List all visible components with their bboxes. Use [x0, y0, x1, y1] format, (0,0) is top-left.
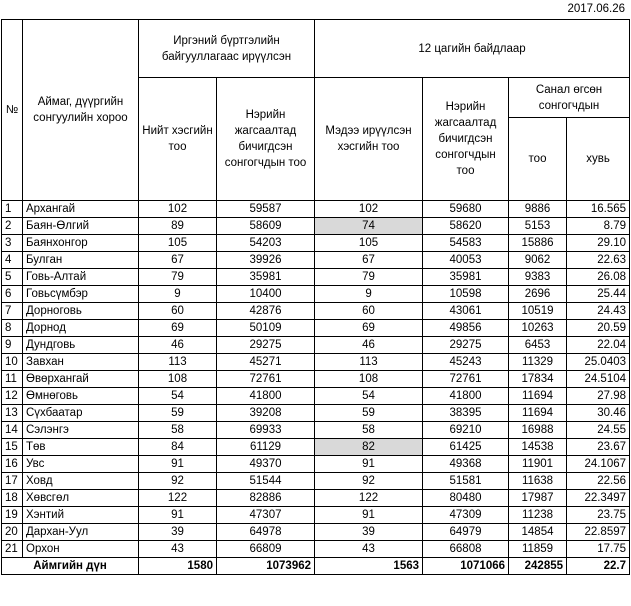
row-name: Дундговь — [23, 337, 139, 354]
report-date: 2017.06.26 — [567, 3, 625, 15]
row-name: Төв — [23, 439, 139, 456]
row-no: 2 — [2, 218, 23, 235]
row-sections: 113 — [139, 354, 217, 371]
row-name: Сүхбаатар — [23, 405, 139, 422]
row-voters-12h: 43061 — [423, 303, 509, 320]
row-voters: 59587 — [217, 201, 315, 218]
row-sections: 69 — [139, 320, 217, 337]
row-no: 20 — [2, 524, 23, 541]
row-reported: 82 — [315, 439, 423, 456]
row-voters: 50109 — [217, 320, 315, 337]
row-voters: 42876 — [217, 303, 315, 320]
row-pct: 29.10 — [567, 235, 630, 252]
row-pct: 25.44 — [567, 286, 630, 303]
row-name: Дорнод — [23, 320, 139, 337]
row-sections: 91 — [139, 507, 217, 524]
row-sections: 91 — [139, 456, 217, 473]
row-pct: 27.98 — [567, 388, 630, 405]
table-row — [2, 490, 630, 507]
row-voters: 61129 — [217, 439, 315, 456]
row-no: 21 — [2, 541, 23, 558]
row-name: Дорноговь — [23, 303, 139, 320]
row-no: 15 — [2, 439, 23, 456]
row-reported: 46 — [315, 337, 423, 354]
table-row — [2, 388, 630, 405]
row-no: 16 — [2, 456, 23, 473]
row-voted: 10263 — [509, 320, 567, 337]
row-sections: 39 — [139, 524, 217, 541]
row-reported: 67 — [315, 252, 423, 269]
row-voted: 11329 — [509, 354, 567, 371]
row-reported: 60 — [315, 303, 423, 320]
table-row — [2, 269, 630, 286]
table-row — [2, 218, 630, 235]
row-pct: 20.59 — [567, 320, 630, 337]
row-name: Архангай — [23, 201, 139, 218]
row-pct: 24.55 — [567, 422, 630, 439]
table-row — [2, 252, 630, 269]
row-reported: 113 — [315, 354, 423, 371]
row-name: Хэнтий — [23, 507, 139, 524]
header-voters-list: Нэрийн жагсаалтад бичигдсэн сонгогчдын тоо — [217, 78, 315, 201]
row-sections: 122 — [139, 490, 217, 507]
row-voters-12h: 61425 — [423, 439, 509, 456]
row-pct: 8.79 — [567, 218, 630, 235]
row-no: 7 — [2, 303, 23, 320]
row-reported: 102 — [315, 201, 423, 218]
row-pct: 24.1067 — [567, 456, 630, 473]
row-voted: 16988 — [509, 422, 567, 439]
row-pct: 22.56 — [567, 473, 630, 490]
row-voters: 35981 — [217, 269, 315, 286]
row-sections: 84 — [139, 439, 217, 456]
row-no: 11 — [2, 371, 23, 388]
row-name: Ховд — [23, 473, 139, 490]
row-voted: 9062 — [509, 252, 567, 269]
row-no: 4 — [2, 252, 23, 269]
table-row — [2, 541, 630, 558]
row-name: Завхан — [23, 354, 139, 371]
row-voters-12h: 72761 — [423, 371, 509, 388]
header-sections-total: Нийт хэсгийн тоо — [139, 78, 217, 201]
row-no: 6 — [2, 286, 23, 303]
row-voters-12h: 66808 — [423, 541, 509, 558]
row-reported: 122 — [315, 490, 423, 507]
table-row — [2, 524, 630, 541]
table-row — [2, 439, 630, 456]
row-reported: 91 — [315, 507, 423, 524]
row-voters-12h: 51581 — [423, 473, 509, 490]
total-voters: 1073962 — [217, 558, 315, 575]
table-row — [2, 286, 630, 303]
row-sections: 46 — [139, 337, 217, 354]
row-voters: 64978 — [217, 524, 315, 541]
header-voters-list-12h: Нэрийн жагсаалтад бичигдсэн сонгогчдын тоо — [423, 78, 509, 201]
row-voters-12h: 40053 — [423, 252, 509, 269]
row-sections: 92 — [139, 473, 217, 490]
row-pct: 26.08 — [567, 269, 630, 286]
row-voters: 49370 — [217, 456, 315, 473]
row-voters: 10400 — [217, 286, 315, 303]
row-voted: 11859 — [509, 541, 567, 558]
row-sections: 58 — [139, 422, 217, 439]
row-voted: 11238 — [509, 507, 567, 524]
row-name: Сэлэнгэ — [23, 422, 139, 439]
row-sections: 43 — [139, 541, 217, 558]
table-row — [2, 235, 630, 252]
row-name: Өмнөговь — [23, 388, 139, 405]
row-voters-12h: 10598 — [423, 286, 509, 303]
row-reported: 54 — [315, 388, 423, 405]
header-no: № — [2, 20, 23, 201]
row-voted: 10519 — [509, 303, 567, 320]
row-no: 5 — [2, 269, 23, 286]
row-voters-12h: 45243 — [423, 354, 509, 371]
row-no: 14 — [2, 422, 23, 439]
row-name: Хөвсгөл — [23, 490, 139, 507]
row-pct: 22.3497 — [567, 490, 630, 507]
row-sections: 79 — [139, 269, 217, 286]
row-name: Өвөрхангай — [23, 371, 139, 388]
table-row — [2, 201, 630, 218]
row-voters: 45271 — [217, 354, 315, 371]
table-row — [2, 320, 630, 337]
table-body — [2, 201, 630, 558]
row-voters-12h: 80480 — [423, 490, 509, 507]
row-sections: 9 — [139, 286, 217, 303]
row-voters: 47307 — [217, 507, 315, 524]
row-voters: 72761 — [217, 371, 315, 388]
row-no: 18 — [2, 490, 23, 507]
election-turnout-table — [1, 19, 630, 575]
row-voted: 11694 — [509, 388, 567, 405]
row-voters-12h: 58620 — [423, 218, 509, 235]
row-voters-12h: 59680 — [423, 201, 509, 218]
row-pct: 25.0403 — [567, 354, 630, 371]
table-row — [2, 473, 630, 490]
row-voted: 5153 — [509, 218, 567, 235]
row-voters: 54203 — [217, 235, 315, 252]
row-voted: 9886 — [509, 201, 567, 218]
row-no: 3 — [2, 235, 23, 252]
row-voters: 66809 — [217, 541, 315, 558]
row-voted: 14854 — [509, 524, 567, 541]
header-group-registration: Иргэний бүртгэлийн байгууллагаас ирүүлсэн — [139, 20, 315, 78]
table-row — [2, 303, 630, 320]
row-reported: 79 — [315, 269, 423, 286]
total-row — [2, 558, 630, 575]
row-sections: 89 — [139, 218, 217, 235]
row-voted: 11901 — [509, 456, 567, 473]
row-voted: 9383 — [509, 269, 567, 286]
row-name: Говьсүмбэр — [23, 286, 139, 303]
row-voters-12h: 29275 — [423, 337, 509, 354]
row-pct: 16.565 — [567, 201, 630, 218]
table-row — [2, 337, 630, 354]
row-voters: 58609 — [217, 218, 315, 235]
row-pct: 23.67 — [567, 439, 630, 456]
row-voters: 82886 — [217, 490, 315, 507]
total-voters-12h: 1071066 — [423, 558, 509, 575]
row-reported: 91 — [315, 456, 423, 473]
row-pct: 22.63 — [567, 252, 630, 269]
total-voted: 242855 — [509, 558, 567, 575]
row-voters-12h: 64979 — [423, 524, 509, 541]
row-sections: 102 — [139, 201, 217, 218]
row-sections: 108 — [139, 371, 217, 388]
row-reported: 58 — [315, 422, 423, 439]
row-name: Баянхонгор — [23, 235, 139, 252]
row-no: 1 — [2, 201, 23, 218]
row-no: 8 — [2, 320, 23, 337]
row-voters-12h: 49856 — [423, 320, 509, 337]
row-no: 9 — [2, 337, 23, 354]
header-group-12h: 12 цагийн байдлаар — [315, 20, 630, 78]
table-row — [2, 456, 630, 473]
table-row — [2, 371, 630, 388]
row-name: Увс — [23, 456, 139, 473]
header-name: Аймаг, дүүргийн сонгуулийн хороо — [23, 20, 139, 201]
row-sections: 59 — [139, 405, 217, 422]
row-reported: 9 — [315, 286, 423, 303]
row-voters-12h: 41800 — [423, 388, 509, 405]
header-voted-pct: хувь — [567, 118, 630, 201]
row-reported: 39 — [315, 524, 423, 541]
table-row — [2, 405, 630, 422]
row-no: 19 — [2, 507, 23, 524]
table-row — [2, 422, 630, 439]
row-voted: 14538 — [509, 439, 567, 456]
row-sections: 67 — [139, 252, 217, 269]
row-voters: 69933 — [217, 422, 315, 439]
row-name: Дархан-Уул — [23, 524, 139, 541]
row-reported: 108 — [315, 371, 423, 388]
row-name: Баян-Өлгий — [23, 218, 139, 235]
table-footer — [2, 558, 630, 575]
row-voted: 6453 — [509, 337, 567, 354]
row-reported: 105 — [315, 235, 423, 252]
row-pct: 22.8597 — [567, 524, 630, 541]
table-row — [2, 507, 630, 524]
total-sections: 1580 — [139, 558, 217, 575]
row-voters: 41800 — [217, 388, 315, 405]
row-reported: 59 — [315, 405, 423, 422]
row-voted: 2696 — [509, 286, 567, 303]
row-voters: 39208 — [217, 405, 315, 422]
row-no: 13 — [2, 405, 23, 422]
row-pct: 22.04 — [567, 337, 630, 354]
row-voters-12h: 49368 — [423, 456, 509, 473]
total-label: Аймгийн дүн — [2, 558, 139, 575]
row-voters: 51544 — [217, 473, 315, 490]
row-name: Орхон — [23, 541, 139, 558]
row-name: Булган — [23, 252, 139, 269]
row-voted: 11638 — [509, 473, 567, 490]
row-name: Говь-Алтай — [23, 269, 139, 286]
row-pct: 30.46 — [567, 405, 630, 422]
header-voted: Санал өгсөн сонгогчдын — [509, 78, 630, 118]
row-pct: 23.75 — [567, 507, 630, 524]
row-sections: 54 — [139, 388, 217, 405]
row-voted: 15886 — [509, 235, 567, 252]
row-voters: 39926 — [217, 252, 315, 269]
row-voted: 17987 — [509, 490, 567, 507]
row-reported: 74 — [315, 218, 423, 235]
row-reported: 43 — [315, 541, 423, 558]
row-voters-12h: 38395 — [423, 405, 509, 422]
row-no: 17 — [2, 473, 23, 490]
table-row — [2, 354, 630, 371]
row-voted: 17834 — [509, 371, 567, 388]
header-voted-count: тоо — [509, 118, 567, 201]
row-reported: 69 — [315, 320, 423, 337]
row-voters-12h: 54583 — [423, 235, 509, 252]
row-reported: 92 — [315, 473, 423, 490]
total-pct: 22.7 — [567, 558, 630, 575]
header-sections-reported: Мэдээ ирүүлсэн хэсгийн тоо — [315, 78, 423, 201]
row-pct: 24.5104 — [567, 371, 630, 388]
row-voters-12h: 35981 — [423, 269, 509, 286]
table-header — [2, 20, 630, 201]
row-voted: 11694 — [509, 405, 567, 422]
row-sections: 105 — [139, 235, 217, 252]
row-pct: 17.75 — [567, 541, 630, 558]
row-no: 10 — [2, 354, 23, 371]
row-voters: 29275 — [217, 337, 315, 354]
total-reported: 1563 — [315, 558, 423, 575]
row-pct: 24.43 — [567, 303, 630, 320]
row-voters-12h: 69210 — [423, 422, 509, 439]
row-no: 12 — [2, 388, 23, 405]
row-sections: 60 — [139, 303, 217, 320]
row-voters-12h: 47309 — [423, 507, 509, 524]
